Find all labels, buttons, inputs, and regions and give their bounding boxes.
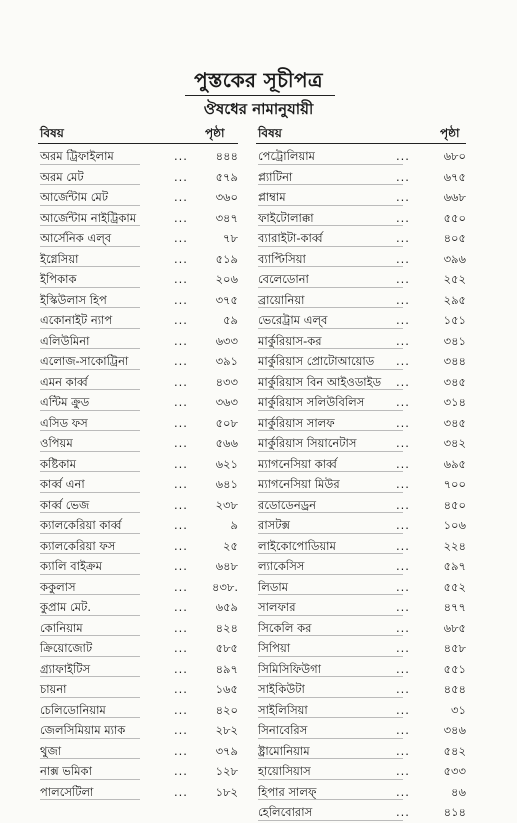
- index-entry: [40, 618, 238, 639]
- entry-name: অরম মেট: [40, 169, 84, 184]
- index-entry: [258, 659, 466, 680]
- leader-dots: ...: [396, 661, 410, 676]
- index-entry: [258, 495, 466, 516]
- leader-dots: ...: [396, 456, 410, 471]
- entry-name: মার্কুরিয়াস সালফ: [258, 415, 335, 430]
- entry-page-number: ৬৮৫: [443, 620, 466, 635]
- leader-dots: ...: [396, 251, 410, 266]
- entry-page-number: ৪৯৭: [215, 661, 238, 676]
- entry-name: সিনাবেরিস: [258, 723, 308, 737]
- leader-dots: ...: [396, 682, 410, 696]
- index-entry: [40, 700, 238, 721]
- entry-name: সাইকিউটা: [258, 682, 305, 696]
- page-subtitle: ঔষধের নামানুযায়ী: [203, 100, 314, 118]
- index-entry: [40, 536, 238, 557]
- entry-name: ইপিকাক: [40, 272, 77, 286]
- entry-page-number: ৫৯: [223, 313, 238, 327]
- entry-page-number: ৩৪১: [443, 333, 466, 348]
- entry-name: ক্রিয়োজোট: [40, 641, 93, 655]
- entry-name: আর্জেন্টাম নাইট্রিকাম: [40, 210, 137, 225]
- leader-dots: ...: [174, 723, 188, 737]
- entry-page-number: ২৩৮: [215, 497, 238, 512]
- leader-dots: ...: [174, 374, 188, 389]
- index-entry: [258, 474, 466, 495]
- entry-name: ইগ্নেসিয়া: [40, 251, 79, 266]
- entry-name: কুপ্রাম মেট.: [40, 600, 91, 614]
- leader-dots: ...: [174, 682, 188, 696]
- leader-dots: ...: [396, 169, 410, 184]
- entry-page-number: ৪৩৮.: [211, 579, 238, 594]
- entry-page-number: ৩৭৫: [215, 292, 238, 307]
- leader-dots: ...: [396, 538, 410, 553]
- entry-page-number: ৭০০: [443, 477, 466, 491]
- entry-page-number: ৫৩৩: [443, 764, 466, 778]
- entry-page-number: ৬৮০: [443, 149, 466, 163]
- leader-dots: ...: [396, 149, 410, 163]
- leader-dots: ...: [174, 415, 188, 430]
- leader-dots: ...: [396, 518, 410, 532]
- index-entry: [258, 720, 466, 741]
- entry-name: মার্কুরিয়াস সলিউবিলিস: [258, 395, 365, 409]
- index-entry: [258, 413, 466, 434]
- index-entry: [258, 310, 466, 331]
- leader-dots: ...: [174, 149, 188, 163]
- index-entry: [40, 351, 238, 372]
- entry-name: মার্কুরিয়াস-কর: [258, 333, 322, 348]
- entry-name: এলোজ-সাকোট্রিনা: [40, 354, 129, 368]
- entry-page-number: ৪৫৪: [443, 682, 466, 696]
- leader-dots: ...: [174, 456, 188, 471]
- index-entry: [40, 290, 238, 311]
- leader-dots: ...: [174, 538, 188, 553]
- leader-dots: ...: [174, 190, 188, 204]
- entry-name: ব্যারাইটা-কার্ব্ব: [258, 231, 323, 245]
- index-entry: [258, 433, 466, 454]
- index-entry: [258, 208, 466, 229]
- entry-name: ক্যালকেরিয়া ফস: [40, 538, 116, 553]
- index-entry: [40, 720, 238, 741]
- leader-dots: ...: [174, 497, 188, 512]
- entry-name: হিপার সালফ্‌: [258, 784, 317, 799]
- leader-dots: ...: [396, 641, 410, 655]
- entry-page-number: ৪৭৭: [443, 600, 466, 614]
- entry-name: ওপিয়ম: [40, 436, 73, 450]
- index-entry: [258, 618, 466, 639]
- page-title: পুস্তকের সূচীপত্র: [194, 68, 323, 92]
- index-entry: [258, 351, 466, 372]
- entry-name: প্ল্যাটিনা: [258, 169, 293, 184]
- index-entry: [258, 782, 466, 803]
- entry-name: ককুলাস: [40, 579, 76, 594]
- entry-name: থুজা: [40, 743, 62, 758]
- entry-name: ক্যালি বাইক্রম: [40, 559, 102, 573]
- entry-page-number: ১২৮: [215, 764, 238, 778]
- entry-page-number: ৫৫০: [443, 210, 466, 225]
- entry-name: ব্যাপ্টিসিয়া: [258, 251, 306, 266]
- entry-page-number: ৪৫৮: [443, 641, 466, 655]
- entry-page-number: ৬২১: [215, 456, 238, 471]
- entry-name: সিপিয়া: [258, 641, 291, 655]
- leader-dots: ...: [396, 292, 410, 307]
- entry-page-number: ২২৪: [443, 538, 466, 553]
- entry-page-number: ৫৫২: [443, 579, 466, 594]
- entry-page-number: ৩৭৯: [215, 743, 238, 758]
- entry-page-number: ৩৪৫: [443, 374, 466, 389]
- entry-name: এলিউমিনা: [40, 333, 90, 348]
- index-entry: [258, 556, 466, 577]
- index-entry: [258, 146, 466, 167]
- entry-name: কষ্টিকাম: [40, 456, 76, 471]
- entry-page-number: ৩৯৬: [443, 251, 466, 266]
- entry-page-number: ৬৬৮: [443, 190, 466, 204]
- left-header-rule: [38, 143, 238, 144]
- index-entry: [258, 167, 466, 188]
- index-entry: [40, 782, 238, 803]
- index-entry: [40, 659, 238, 680]
- index-entry: [40, 597, 238, 618]
- entry-page-number: ৩৯১: [215, 354, 238, 368]
- entry-name: কার্ব্ব এনা: [40, 477, 85, 491]
- entry-page-number: ৫৯৭: [443, 559, 466, 573]
- leader-dots: ...: [174, 169, 188, 184]
- entry-page-number: ১৫১: [443, 313, 466, 327]
- index-entry: [258, 454, 466, 475]
- index-entry: [258, 269, 466, 290]
- index-entry: [258, 597, 466, 618]
- entry-name: অরম ট্রিফাইলাম: [40, 149, 114, 163]
- entry-name: ভেরেট্রাম এল্‌ব: [258, 313, 328, 327]
- entry-name: পালসেটিলা: [40, 784, 94, 799]
- index-entry: [258, 228, 466, 249]
- entry-name: জেলসিমিয়াম ম্যাক: [40, 723, 126, 737]
- entry-page-number: ৪৫০: [443, 497, 466, 512]
- leader-dots: ...: [174, 579, 188, 594]
- entry-name: এমন কার্ব্ব: [40, 374, 88, 389]
- entry-name: কোনিয়াম: [40, 620, 83, 635]
- leader-dots: ...: [174, 436, 188, 450]
- entry-name: ক্যালকেরিয়া কার্ব্ব: [40, 518, 122, 532]
- leader-dots: ...: [174, 395, 188, 409]
- entry-page-number: ২৯৫: [443, 292, 466, 307]
- leader-dots: ...: [396, 764, 410, 778]
- entry-page-number: ৩৬০: [215, 190, 238, 204]
- leader-dots: ...: [174, 231, 188, 245]
- entry-name: চেলিডোনিয়াম: [40, 702, 106, 717]
- entry-page-number: ২০৬: [215, 272, 238, 286]
- entry-page-number: ৫০৮: [215, 415, 238, 430]
- leader-dots: ...: [174, 764, 188, 778]
- entry-name: গ্র্যাফাইটিস: [40, 661, 91, 676]
- index-entry: [258, 700, 466, 721]
- leader-dots: ...: [396, 702, 410, 717]
- entry-page-number: ৩১৪: [443, 395, 466, 409]
- entry-name: পেট্রোলিয়াম: [258, 149, 315, 163]
- entry-name: হায়োসিয়াস: [258, 764, 311, 778]
- index-entry: [40, 146, 238, 167]
- entry-name: ল্যাকেসিস: [258, 559, 305, 573]
- entry-name: লাইকোপোডিয়াম: [258, 538, 336, 553]
- leader-dots: ...: [396, 190, 410, 204]
- entry-name: ইস্কিউলাস হিপ: [40, 292, 107, 307]
- entry-name: এন্টিম ক্রুড: [40, 395, 90, 409]
- right-header-rule: [256, 143, 466, 144]
- entry-page-number: ৪৩৩: [215, 374, 238, 389]
- entry-page-number: ৩১: [451, 702, 466, 717]
- entry-name: সালফার: [258, 600, 296, 614]
- index-entry: [258, 187, 466, 208]
- leader-dots: ...: [174, 333, 188, 348]
- right-page-header: পৃষ্ঠা: [440, 126, 460, 140]
- index-entry: [40, 556, 238, 577]
- entry-page-number: ৬৯৫: [443, 456, 466, 471]
- index-entry: [40, 392, 238, 413]
- leader-dots: ...: [174, 661, 188, 676]
- leader-dots: ...: [396, 559, 410, 573]
- entry-page-number: ৬৭৫: [443, 169, 466, 184]
- entry-page-number: ২৫: [223, 538, 238, 553]
- leader-dots: ...: [174, 620, 188, 635]
- entry-name: রডোডেনড্রন: [258, 497, 316, 512]
- entry-page-number: ৫৮৫: [215, 641, 238, 655]
- leader-dots: ...: [174, 559, 188, 573]
- leader-dots: ...: [396, 415, 410, 430]
- entry-page-number: ৫১৯: [215, 251, 238, 266]
- leader-dots: ...: [174, 313, 188, 327]
- entry-name: ম্যাগনেসিয়া মিউর: [258, 477, 340, 491]
- leader-dots: ...: [174, 292, 188, 307]
- left-index-list: [40, 146, 238, 802]
- index-entry: [258, 290, 466, 311]
- entry-page-number: ৪১৪: [443, 805, 466, 819]
- leader-dots: ...: [174, 518, 188, 532]
- entry-page-number: ৯: [230, 518, 238, 532]
- leader-dots: ...: [174, 354, 188, 368]
- entry-name: চায়না: [40, 682, 67, 696]
- entry-page-number: ১৬৫: [215, 682, 238, 696]
- leader-dots: ...: [396, 210, 410, 225]
- leader-dots: ...: [174, 477, 188, 491]
- entry-page-number: ৩৬৩: [215, 395, 238, 409]
- index-entry: [258, 372, 466, 393]
- entry-page-number: ৫৫১: [443, 661, 466, 676]
- leader-dots: ...: [396, 497, 410, 512]
- leader-dots: ...: [174, 251, 188, 266]
- leader-dots: ...: [174, 702, 188, 717]
- index-entry: [40, 679, 238, 700]
- entry-name: কার্ব্ব ভেজ: [40, 497, 90, 512]
- index-entry: [40, 495, 238, 516]
- left-subject-header: বিষয়: [40, 126, 64, 140]
- index-entry: [40, 741, 238, 762]
- index-entry: [40, 413, 238, 434]
- index-entry: [40, 249, 238, 270]
- leader-dots: ...: [396, 333, 410, 348]
- entry-name: মার্কুরিয়াস প্রোটোআয়োড: [258, 354, 375, 368]
- entry-name: রাসটক্স: [258, 518, 290, 532]
- entry-page-number: ৩৪২: [443, 436, 466, 450]
- entry-name: ব্রায়োনিয়া: [258, 292, 305, 307]
- index-entry: [40, 638, 238, 659]
- leader-dots: ...: [396, 272, 410, 286]
- index-entry: [40, 167, 238, 188]
- leader-dots: ...: [396, 723, 410, 737]
- entry-name: ফাইটোলাক্কা: [258, 210, 314, 225]
- entry-name: সিমিসিফিউগা: [258, 661, 321, 676]
- index-entry: [258, 741, 466, 762]
- leader-dots: ...: [396, 477, 410, 491]
- leader-dots: ...: [396, 354, 410, 368]
- leader-dots: ...: [174, 272, 188, 286]
- entry-page-number: ৩৪৬: [443, 723, 466, 737]
- entry-page-number: ৭৮: [223, 231, 238, 245]
- index-entry: [258, 392, 466, 413]
- entry-name: ম্যাগনেসিয়া কার্ব্ব: [258, 456, 337, 471]
- entry-page-number: ২৫২: [443, 272, 466, 286]
- leader-dots: ...: [174, 641, 188, 655]
- entry-page-number: ৪২০: [215, 702, 238, 717]
- entry-name: হেলিবোরাস: [258, 805, 313, 819]
- index-entry: [258, 577, 466, 598]
- entry-page-number: ৪০৫: [443, 231, 466, 245]
- leader-dots: ...: [396, 313, 410, 327]
- entry-page-number: ১০৬: [443, 518, 466, 532]
- right-subject-header: বিষয়: [258, 126, 282, 140]
- leader-dots: ...: [396, 436, 410, 450]
- entry-page-number: ৩৪৫: [443, 415, 466, 430]
- leader-dots: ...: [396, 784, 410, 799]
- leader-dots: ...: [174, 210, 188, 225]
- index-entry: [258, 802, 466, 823]
- index-entry: [40, 372, 238, 393]
- entry-page-number: ৬৫৯: [215, 600, 238, 614]
- entry-page-number: ৫৪২: [443, 743, 466, 758]
- leader-dots: ...: [174, 743, 188, 758]
- index-entry: [258, 679, 466, 700]
- entry-page-number: ১৮২: [215, 784, 238, 799]
- entry-name: লিডাম: [258, 579, 289, 594]
- index-entry: [40, 515, 238, 536]
- index-entry: [40, 269, 238, 290]
- entry-page-number: ৬৪৮: [215, 559, 238, 573]
- entry-page-number: ৫৬৬: [215, 436, 238, 450]
- entry-page-number: ৬৪১: [215, 477, 238, 491]
- entry-page-number: ৩৪৭: [215, 210, 238, 225]
- entry-page-number: ২৮২: [215, 723, 238, 737]
- entry-name: আর্জেন্টাম মেট: [40, 190, 109, 204]
- entry-name: প্লাম্বাম: [258, 190, 286, 204]
- index-entry: [40, 454, 238, 475]
- leader-dots: ...: [396, 374, 410, 389]
- entry-name: আর্সেনিক এল্‌ব: [40, 231, 112, 245]
- index-entry: [258, 536, 466, 557]
- entry-page-number: ৪৬: [451, 784, 466, 799]
- leader-dots: ...: [396, 743, 410, 758]
- title-underline: [185, 95, 335, 96]
- entry-name: মার্কুরিয়াস বিন আইওডাইড: [258, 374, 382, 389]
- leader-dots: ...: [396, 600, 410, 614]
- leader-dots: ...: [396, 579, 410, 594]
- entry-page-number: ৪২৪: [215, 620, 238, 635]
- index-entry: [258, 638, 466, 659]
- index-entry: [258, 249, 466, 270]
- index-entry: [40, 331, 238, 352]
- entry-name: একোনাইট ন্যাপ: [40, 313, 113, 327]
- leader-dots: ...: [396, 805, 410, 819]
- left-page-header: পৃষ্ঠা: [205, 126, 225, 140]
- index-entry: [40, 310, 238, 331]
- entry-name: সাইলিসিয়া: [258, 702, 308, 717]
- leader-dots: ...: [396, 620, 410, 635]
- leader-dots: ...: [174, 784, 188, 799]
- index-entry: [258, 761, 466, 782]
- entry-name: নাক্স ভমিকা: [40, 764, 92, 778]
- leader-dots: ...: [396, 395, 410, 409]
- index-entry: [258, 331, 466, 352]
- entry-name: মার্কুরিয়াস সিয়ানেটাস: [258, 436, 357, 450]
- entry-page-number: ৬৩৩: [215, 333, 238, 348]
- index-entry: [40, 228, 238, 249]
- entry-name: সিকেলি কর: [258, 620, 312, 635]
- entry-name: বেলেডোনা: [258, 272, 309, 286]
- index-entry: [258, 515, 466, 536]
- leader-dots: ...: [174, 600, 188, 614]
- index-entry: [40, 474, 238, 495]
- entry-name: ষ্ট্রামোনিয়াম: [258, 743, 310, 758]
- entry-page-number: ৪৪৪: [215, 149, 238, 163]
- entry-page-number: ৫৭৯: [215, 169, 238, 184]
- entry-name: এসিড ফস: [40, 415, 88, 430]
- right-index-list: [258, 146, 466, 823]
- index-entry: [40, 433, 238, 454]
- index-entry: [40, 761, 238, 782]
- index-entry: [40, 577, 238, 598]
- index-entry: [40, 187, 238, 208]
- leader-dots: ...: [396, 231, 410, 245]
- entry-page-number: ৩৪৪: [443, 354, 466, 368]
- index-entry: [40, 208, 238, 229]
